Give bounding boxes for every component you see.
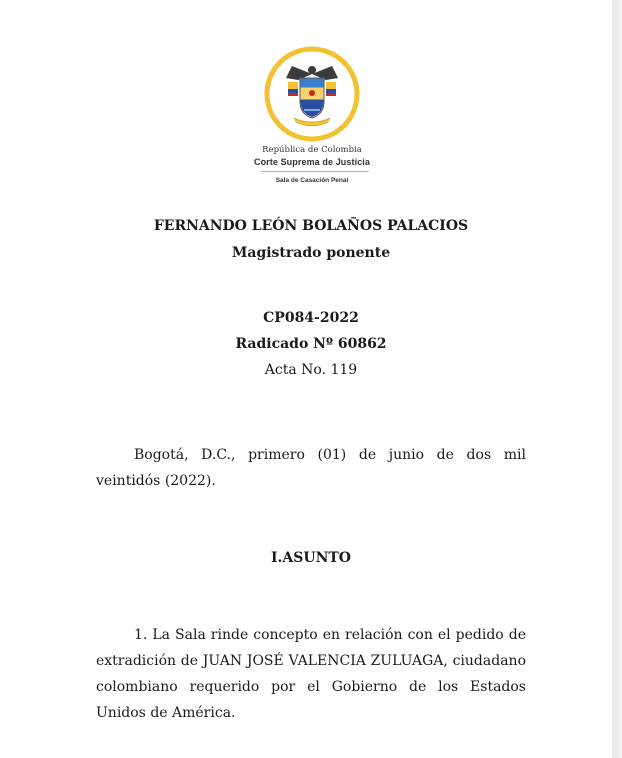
magistrate-name: FERNANDO LEÓN BOLAÑOS PALACIOS: [153, 218, 469, 234]
date-paragraph: Bogotá, D.C., primero (01) de junio de dos mil veintidós (2022).: [96, 447, 526, 489]
case-acta: Acta No. 119: [264, 362, 358, 378]
paragraph-1: 1. La Sala rinde concepto en relación con el pedido de extradición de JUAN JOSÉ VALENCIA ZULUAGA, ciudadano colombiano requerido por el Gobierno de los Estados Unidos de América.: [96, 627, 526, 721]
magistrate-role: Magistrado ponente: [231, 245, 391, 261]
section-title: I.ASUNTO: [270, 550, 351, 566]
court-name: Corte Suprema de Justicia: [253, 157, 371, 167]
coat-of-arms-seal: [262, 44, 362, 144]
coat-of-arms-icon: [262, 44, 362, 144]
case-code: CP084-2022: [263, 310, 359, 326]
case-radicado: Radicado Nº 60862: [235, 336, 387, 352]
page-edge: [612, 0, 622, 758]
chamber-name: Sala de Casación Penal: [275, 177, 349, 184]
header-divider: [261, 171, 369, 172]
republic-label: República de Colombia: [262, 145, 362, 155]
